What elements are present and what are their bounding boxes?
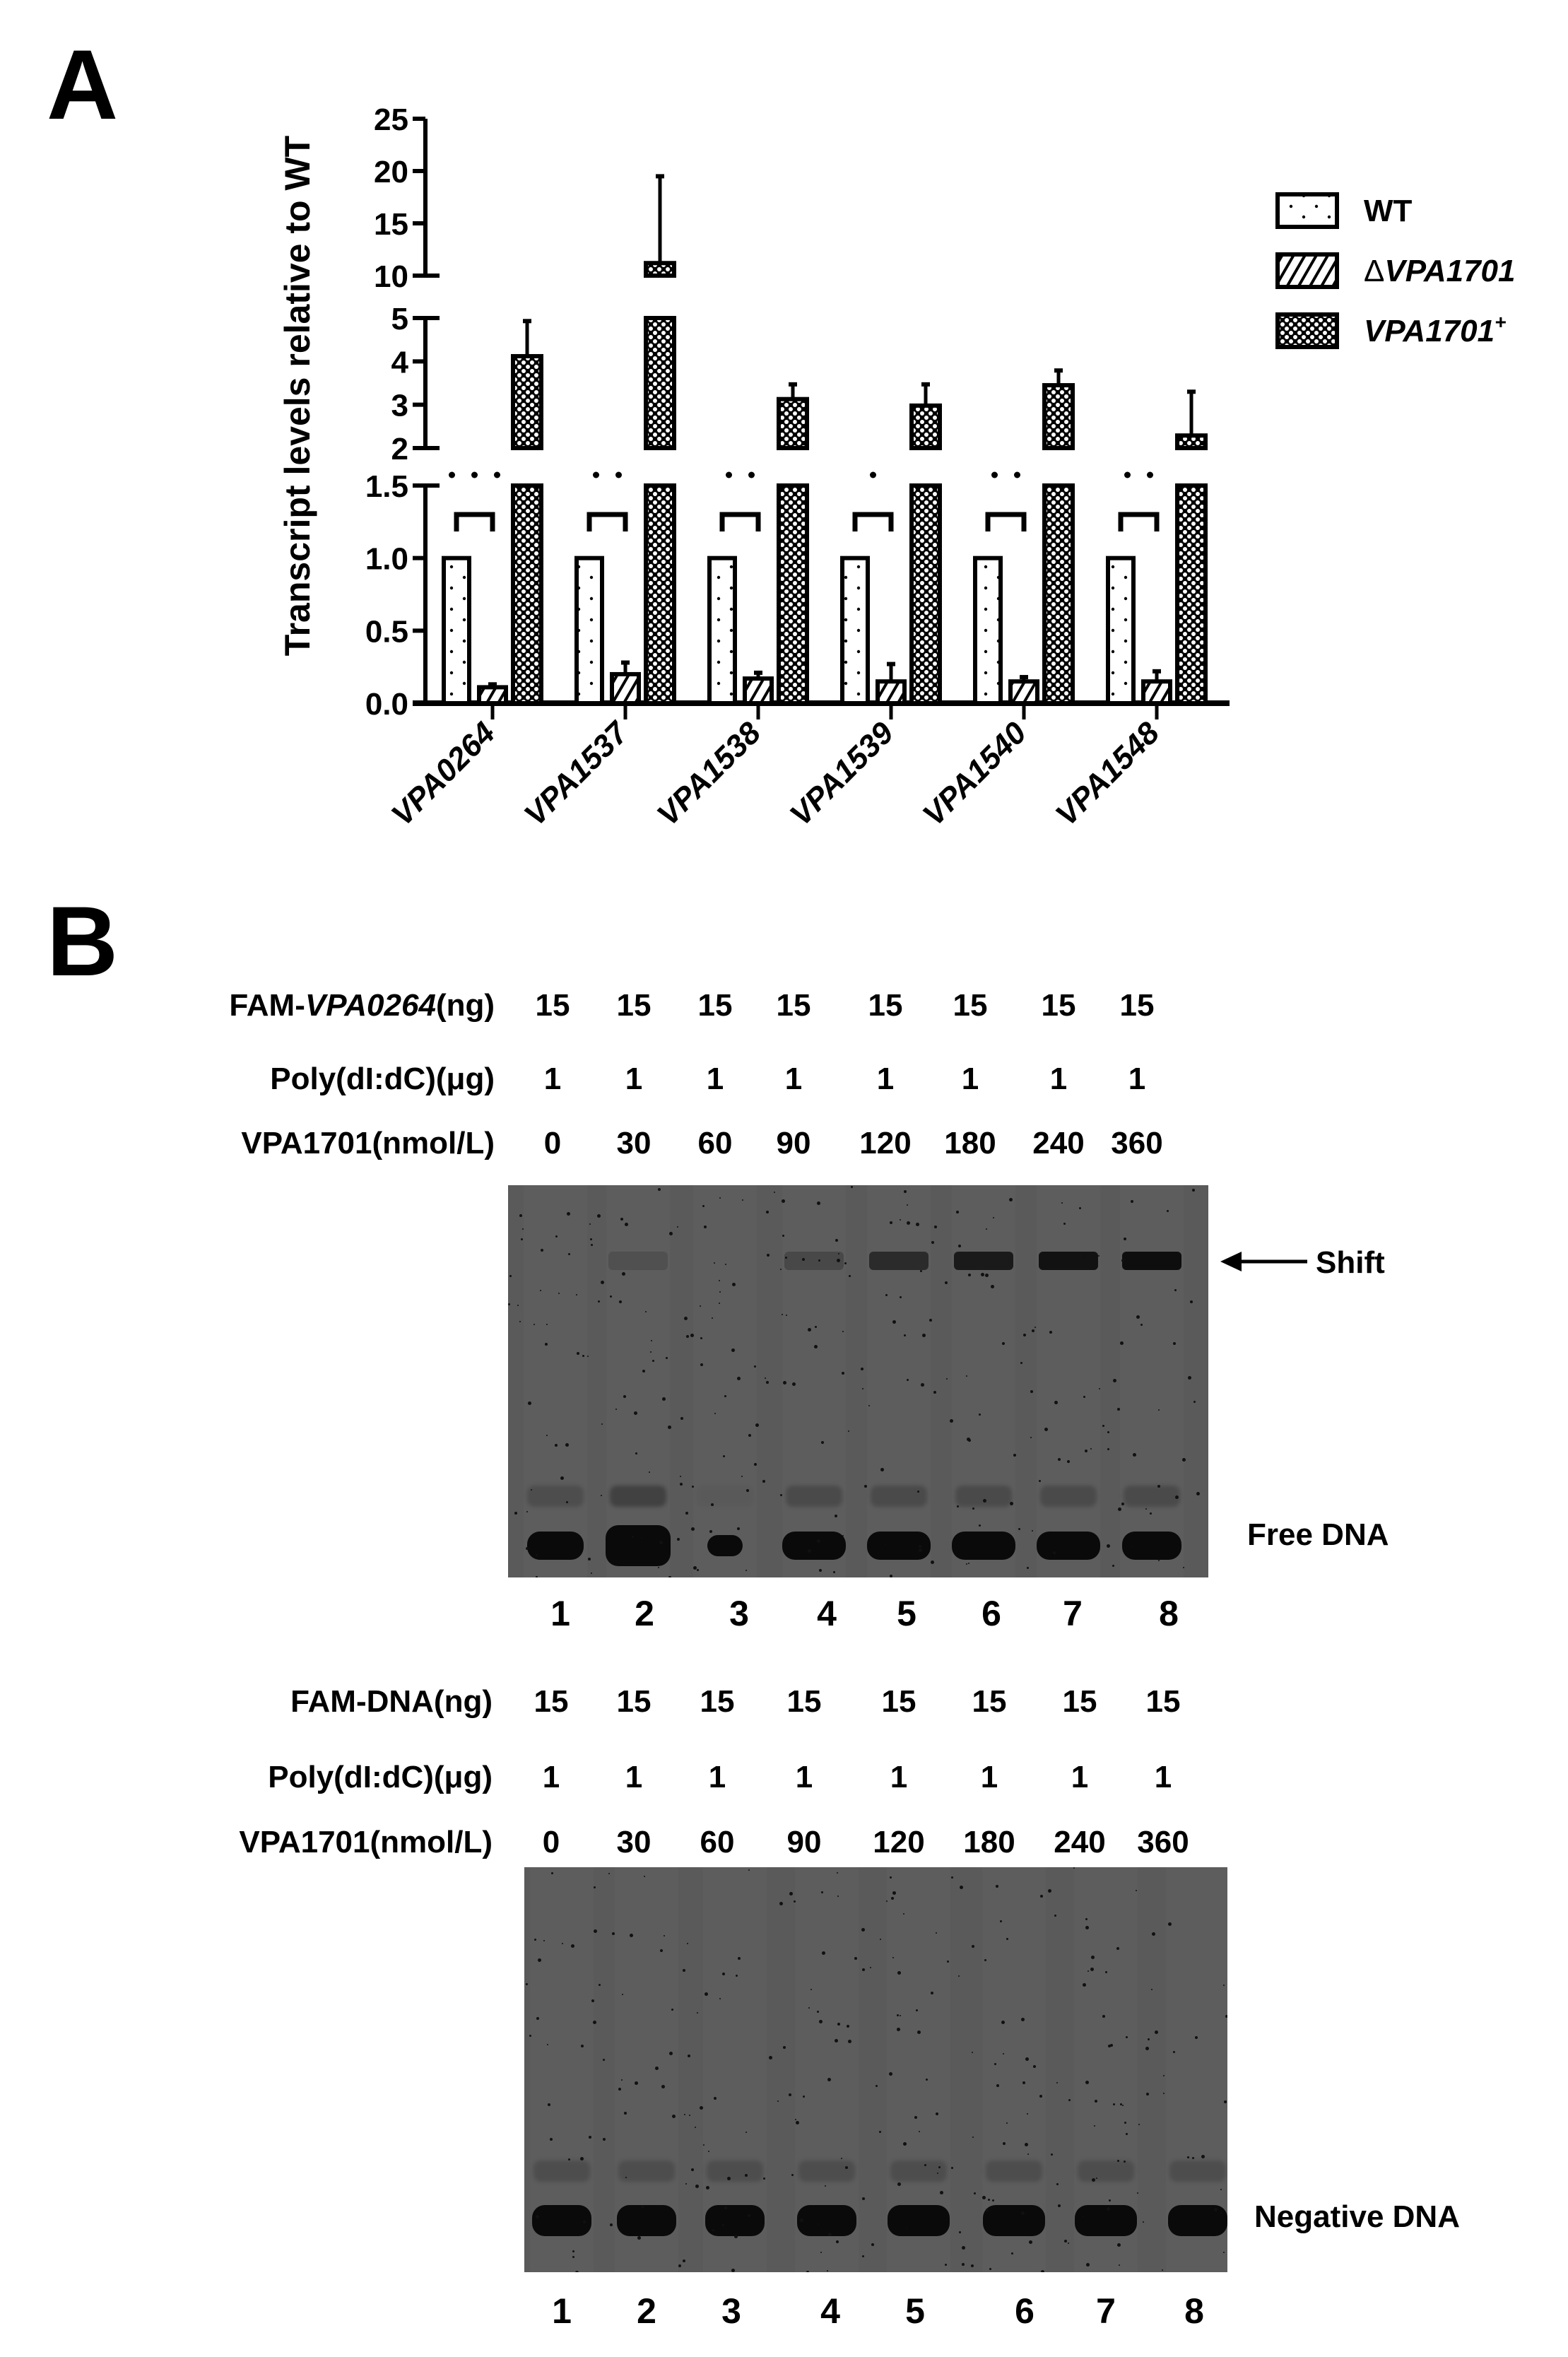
lane-number: 5 <box>905 2291 925 2331</box>
bar-chart <box>0 0 1568 876</box>
condition-value: 1 <box>542 1760 560 1794</box>
condition-value: 0 <box>542 1825 560 1859</box>
condition-value: 1 <box>625 1760 643 1794</box>
condition-value: 15 <box>1041 988 1076 1023</box>
condition-value: 15 <box>534 1684 569 1719</box>
condition-value: 180 <box>944 1126 996 1160</box>
shifted-complex-band <box>608 1252 668 1270</box>
gel-lane <box>952 1185 1015 1577</box>
x-tick-label: VPA1538 <box>650 715 768 833</box>
condition-value: 15 <box>868 988 903 1023</box>
free-dna-band <box>617 2205 676 2236</box>
significance-marker <box>726 472 732 478</box>
free-dna-band <box>707 1535 743 1556</box>
condition-row-label: VPA1701(nmol/L) <box>239 1825 493 1859</box>
lane-number: 7 <box>1096 2291 1116 2331</box>
panel-b-letter: B <box>47 886 119 997</box>
shifted-complex-band <box>954 1252 1013 1270</box>
significance-marker <box>449 472 455 478</box>
free-dna-band <box>1168 2205 1227 2236</box>
shifted-complex-band <box>1039 1252 1098 1270</box>
lane-number: 3 <box>729 1594 749 1633</box>
x-tick-label: VPA1548 <box>1049 715 1167 833</box>
condition-value: 15 <box>700 1684 735 1719</box>
shifted-complex-band <box>784 1252 844 1270</box>
significance-marker <box>1147 472 1153 478</box>
condition-value: 1 <box>543 1062 562 1096</box>
significance-marker <box>991 472 998 478</box>
gel-lane <box>606 1185 670 1577</box>
condition-value: 15 <box>616 1684 652 1719</box>
shift-arrow-icon <box>1219 1247 1311 1276</box>
condition-row-label: FAM-VPA0264(ng) <box>229 988 495 1023</box>
gel-lane <box>867 1185 931 1577</box>
condition-value: 15 <box>972 1684 1007 1719</box>
condition-value: 1 <box>706 1062 724 1096</box>
y-tick-label: 1.0 <box>365 541 408 577</box>
condition-value: 30 <box>616 1825 652 1859</box>
condition-value: 120 <box>859 1126 912 1160</box>
condition-value: 240 <box>1054 1825 1106 1859</box>
bar-group-vpa1538 <box>709 384 807 719</box>
condition-value: 1 <box>876 1062 895 1096</box>
condition-value: 15 <box>881 1684 916 1719</box>
legend-swatch <box>1278 315 1337 347</box>
legend-item <box>1278 311 1506 348</box>
lane-number: 2 <box>637 2291 656 2331</box>
y-tick-label: 0.0 <box>365 687 408 722</box>
lane-number: 6 <box>1015 2291 1034 2331</box>
legend-item <box>1278 254 1515 288</box>
condition-row-label: Poly(dI:dC)(μg) <box>268 1760 493 1794</box>
panel-a-letter: A <box>47 29 119 140</box>
free-dna-band <box>797 2205 856 2236</box>
y-tick-label: 2 <box>391 432 408 466</box>
svg-text:ΔVPA1701: ΔVPA1701 <box>1364 254 1516 288</box>
significance-marker <box>494 472 500 478</box>
significance-marker <box>471 472 478 478</box>
lane-number: 3 <box>721 2291 741 2331</box>
condition-value: 0 <box>543 1126 562 1160</box>
significance-marker <box>1124 472 1131 478</box>
free-dna-band <box>952 1532 1015 1560</box>
condition-value: 1 <box>708 1760 726 1794</box>
y-tick-label: 3 <box>391 388 408 423</box>
condition-value: 1 <box>1154 1760 1172 1794</box>
lane-number: 1 <box>550 1594 570 1633</box>
gel-lane <box>693 1185 757 1577</box>
x-tick-label: VPA1537 <box>517 715 635 833</box>
y-tick-label: 10 <box>374 259 408 294</box>
bar-groups <box>444 176 1206 719</box>
legend <box>1278 194 1515 348</box>
y-tick-label: 25 <box>374 102 408 137</box>
legend-item <box>1278 194 1413 228</box>
svg-text:VPA1701+: VPA1701+ <box>1364 311 1507 348</box>
bar-group-vpa1548 <box>1108 392 1206 719</box>
free-dna-band <box>782 1532 846 1560</box>
gel-lane <box>1120 1185 1184 1577</box>
gel-lane <box>782 1185 846 1577</box>
condition-row-label: VPA1701(nmol/L) <box>241 1126 495 1160</box>
condition-value: 30 <box>616 1126 652 1160</box>
condition-value: 1 <box>1049 1062 1068 1096</box>
bar-group-vpa1537 <box>577 176 674 719</box>
condition-value: 360 <box>1137 1825 1189 1859</box>
condition-value: 90 <box>776 1126 811 1160</box>
significance-marker <box>1014 472 1020 478</box>
condition-value: 15 <box>1145 1684 1181 1719</box>
condition-value: 1 <box>961 1062 979 1096</box>
condition-value: 1 <box>1128 1062 1146 1096</box>
y-tick-label: 20 <box>374 155 408 189</box>
x-tick-label: VPA1539 <box>783 715 901 833</box>
lane-number: 7 <box>1063 1594 1083 1633</box>
shift-label: Shift <box>1316 1245 1385 1280</box>
condition-value: 15 <box>616 988 652 1023</box>
significance-marker <box>748 472 755 478</box>
significance-marker <box>615 472 622 478</box>
condition-value: 15 <box>697 988 733 1023</box>
condition-value: 1 <box>784 1062 803 1096</box>
condition-value: 15 <box>535 988 570 1023</box>
lane-number: 4 <box>817 1594 837 1633</box>
condition-value: 1 <box>980 1760 998 1794</box>
condition-value: 360 <box>1111 1126 1163 1160</box>
condition-value: 180 <box>963 1825 1015 1859</box>
y-tick-label: 15 <box>374 207 408 242</box>
condition-value: 15 <box>1119 988 1155 1023</box>
lane-number: 2 <box>635 1594 654 1633</box>
condition-value: 240 <box>1032 1126 1085 1160</box>
free-dna-band <box>983 2205 1045 2236</box>
condition-value: 1 <box>1071 1760 1089 1794</box>
y-tick-label: 1.5 <box>365 469 408 504</box>
lane-number: 8 <box>1184 2291 1204 2331</box>
y-tick-label: 4 <box>391 345 408 380</box>
condition-value: 15 <box>1062 1684 1097 1719</box>
svg-text:WT: WT <box>1364 194 1413 228</box>
lane-number: 6 <box>982 1594 1001 1633</box>
condition-value: 90 <box>786 1825 822 1859</box>
condition-value: 60 <box>697 1126 733 1160</box>
condition-row-label: FAM-DNA(ng) <box>290 1684 493 1719</box>
free-dna-label: Free DNA <box>1247 1517 1389 1552</box>
free-dna-band <box>888 2205 950 2236</box>
condition-value: 15 <box>776 988 811 1023</box>
y-axis-title: Transcript levels relative to WT <box>278 135 317 657</box>
condition-value: 120 <box>873 1825 925 1859</box>
free-dna-band <box>1075 2205 1137 2236</box>
gel-lane <box>524 1185 587 1577</box>
bar-group-vpa0264 <box>444 321 541 719</box>
negative-dna-label: Negative DNA <box>1254 2199 1460 2234</box>
shifted-complex-band <box>869 1252 929 1270</box>
condition-value: 1 <box>625 1062 643 1096</box>
bar-group-vpa1539 <box>842 384 940 719</box>
condition-value: 1 <box>890 1760 908 1794</box>
lane-number: 8 <box>1159 1594 1179 1633</box>
y-tick-label: 0.5 <box>365 614 408 650</box>
x-tick-label: VPA1540 <box>916 715 1034 833</box>
condition-value: 15 <box>786 1684 822 1719</box>
condition-value: 60 <box>700 1825 735 1859</box>
shifted-complex-band <box>1122 1252 1181 1270</box>
free-dna-band <box>1037 1532 1100 1560</box>
lane-number: 1 <box>552 2291 572 2331</box>
significance-marker <box>870 472 876 478</box>
condition-row-label: Poly(dI:dC)(μg) <box>270 1062 495 1096</box>
legend-swatch <box>1278 254 1337 287</box>
gel1-image <box>508 1185 1208 1577</box>
legend-swatch <box>1278 194 1337 227</box>
x-tick-label: VPA0264 <box>384 715 502 833</box>
gel2-image <box>524 1867 1227 2272</box>
y-tick-label: 5 <box>391 302 408 336</box>
lane-number: 4 <box>820 2291 840 2331</box>
condition-value: 1 <box>795 1760 813 1794</box>
gel-lane <box>1037 1185 1100 1577</box>
bar-group-vpa1540 <box>975 370 1073 719</box>
condition-value: 15 <box>953 988 988 1023</box>
free-dna-band <box>606 1525 671 1566</box>
lane-number: 5 <box>897 1594 916 1633</box>
free-dna-band <box>705 2205 765 2236</box>
x-axis-labels <box>385 715 1167 833</box>
significance-marker <box>593 472 599 478</box>
